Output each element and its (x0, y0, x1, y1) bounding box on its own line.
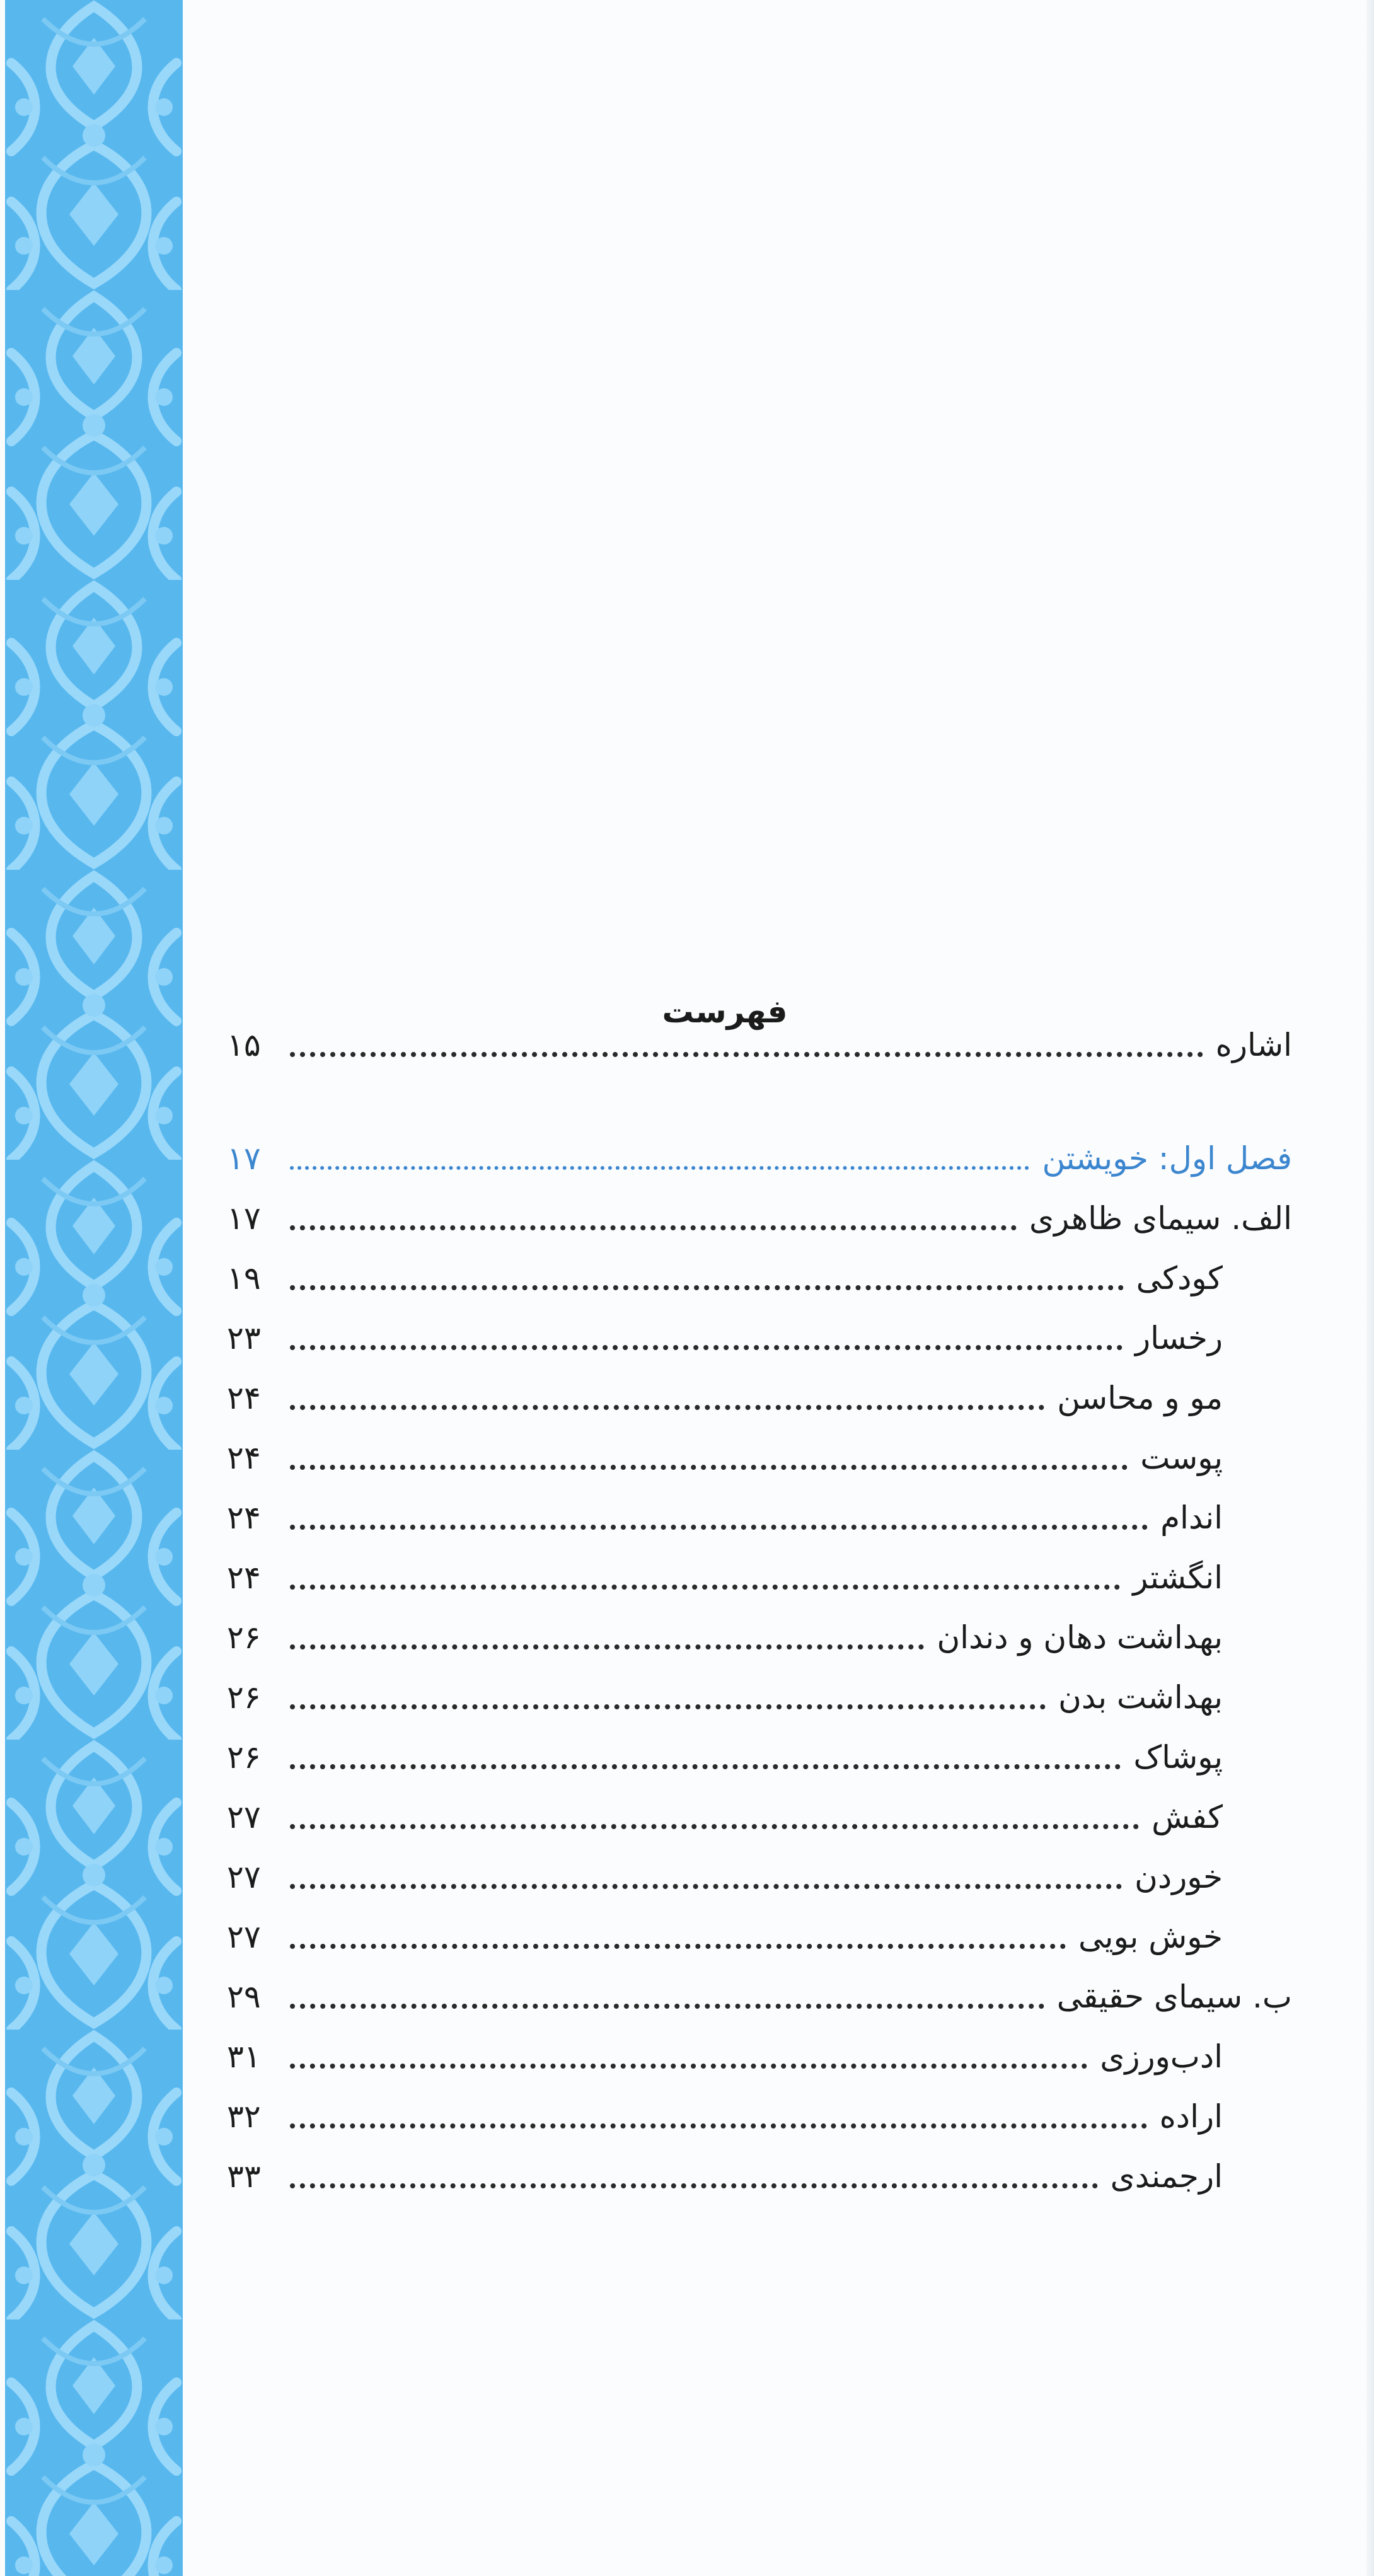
toc-page-number: ۲۹ (227, 1978, 261, 2015)
toc-page-number: ۲۴ (227, 1440, 261, 1476)
toc-entry (227, 1188, 1292, 1249)
toc-entry-label: مو و محاسن (1057, 1380, 1223, 1416)
dot-leader (290, 2123, 1147, 2128)
toc-entry-label: ارجمندی (1110, 2158, 1223, 2195)
toc-entry (227, 2026, 1292, 2087)
dot-leader (290, 1345, 1123, 1350)
toc-entry-label: ب. سیمای حقیقی (1056, 1978, 1292, 2015)
toc-page-number: ۱۵ (227, 1027, 261, 1063)
dot-leader (290, 1644, 924, 1649)
dot-leader (290, 1704, 1046, 1709)
page-edge (1366, 0, 1374, 2576)
dot-leader (290, 1944, 1066, 1949)
toc-entry (227, 1607, 1292, 1668)
dot-leader (290, 2183, 1098, 2188)
toc-page-number: ۲۶ (227, 1679, 261, 1716)
toc-entry (227, 1428, 1292, 1488)
dot-leader (290, 1824, 1139, 1829)
toc-entry (227, 1667, 1292, 1728)
dot-leader (290, 2064, 1087, 2069)
toc-entry (227, 1727, 1292, 1788)
toc-entry (227, 1967, 1292, 2027)
toc-entry-label: اندام (1160, 1499, 1223, 1536)
toc-page-number: ۲۷ (227, 1919, 261, 1955)
toc-entry (227, 1907, 1292, 1967)
toc-chapter-heading (227, 1128, 1292, 1189)
dot-leader (290, 1764, 1121, 1769)
dot-leader (290, 1225, 1017, 1230)
dot-leader (290, 1465, 1128, 1470)
dot-leader (290, 2004, 1044, 2009)
dot-leader (290, 1525, 1148, 1530)
toc-entry-label: بهداشت بدن (1058, 1679, 1223, 1716)
toc-entry (227, 1308, 1292, 1368)
toc-entry-label: کفش (1152, 1799, 1223, 1835)
toc-page-number: ۳۲ (227, 2098, 261, 2135)
toc-entry-label: الف. سیمای ظاهری (1029, 1200, 1292, 1237)
toc-entry (227, 1847, 1292, 1907)
toc-entry-label: رخسار (1134, 1320, 1223, 1356)
toc-page-number: ۲۶ (227, 1739, 261, 1776)
toc-entry-label: خوردن (1134, 1859, 1223, 1895)
toc-page-number: ۲۷ (227, 1799, 261, 1835)
toc-entry (227, 2146, 1292, 2207)
toc-entry (227, 1368, 1292, 1428)
toc-page-number: ۱۹ (227, 1260, 261, 1297)
toc-entry (227, 1547, 1292, 1608)
dot-leader (290, 1052, 1203, 1057)
toc-page-number: ۲۴ (227, 1559, 261, 1596)
toc-entry-label: فصل اول: خویشتن (1042, 1140, 1292, 1177)
toc-title: فهرست (662, 993, 788, 1030)
toc-entry (227, 2086, 1292, 2147)
toc-entry-label: اراده (1159, 2098, 1223, 2135)
toc-page-number: ۲۴ (227, 1499, 261, 1536)
toc-entry-label: خوش بویی (1078, 1919, 1223, 1955)
toc-entry-label: اشاره (1215, 1027, 1292, 1063)
toc-page-number: ۱۷ (227, 1200, 261, 1237)
toc-entry-label: پوست (1140, 1440, 1223, 1476)
dot-leader (290, 1585, 1120, 1590)
toc-entry-label: کودکی (1136, 1260, 1223, 1297)
dot-leader (290, 1405, 1044, 1410)
toc-entry-label: ادب‌ورزی (1100, 2038, 1223, 2075)
toc-entry-label: پوشاک (1133, 1739, 1223, 1776)
toc-entry-label: انگشتر (1133, 1559, 1223, 1596)
toc-entry (227, 1248, 1292, 1308)
toc-page-number: ۲۷ (227, 1859, 261, 1895)
toc-page-number: ۲۴ (227, 1380, 261, 1416)
toc-page-number: ۳۳ (227, 2158, 261, 2195)
dot-leader (290, 1166, 1029, 1170)
toc-page-number: ۲۶ (227, 1619, 261, 1656)
toc-entry (227, 1787, 1292, 1847)
toc-page-number: ۲۳ (227, 1320, 261, 1356)
toc-entry (227, 1487, 1292, 1548)
dot-leader (290, 1884, 1122, 1889)
arabesque-pattern-icon (5, 0, 183, 2576)
toc-entry (227, 1015, 1292, 1075)
dot-leader (290, 1285, 1124, 1290)
toc-entry-label: بهداشت دهان و دندان (937, 1619, 1223, 1656)
toc-page-number: ۳۱ (227, 2038, 261, 2075)
toc-page-number: ۱۷ (227, 1140, 261, 1177)
